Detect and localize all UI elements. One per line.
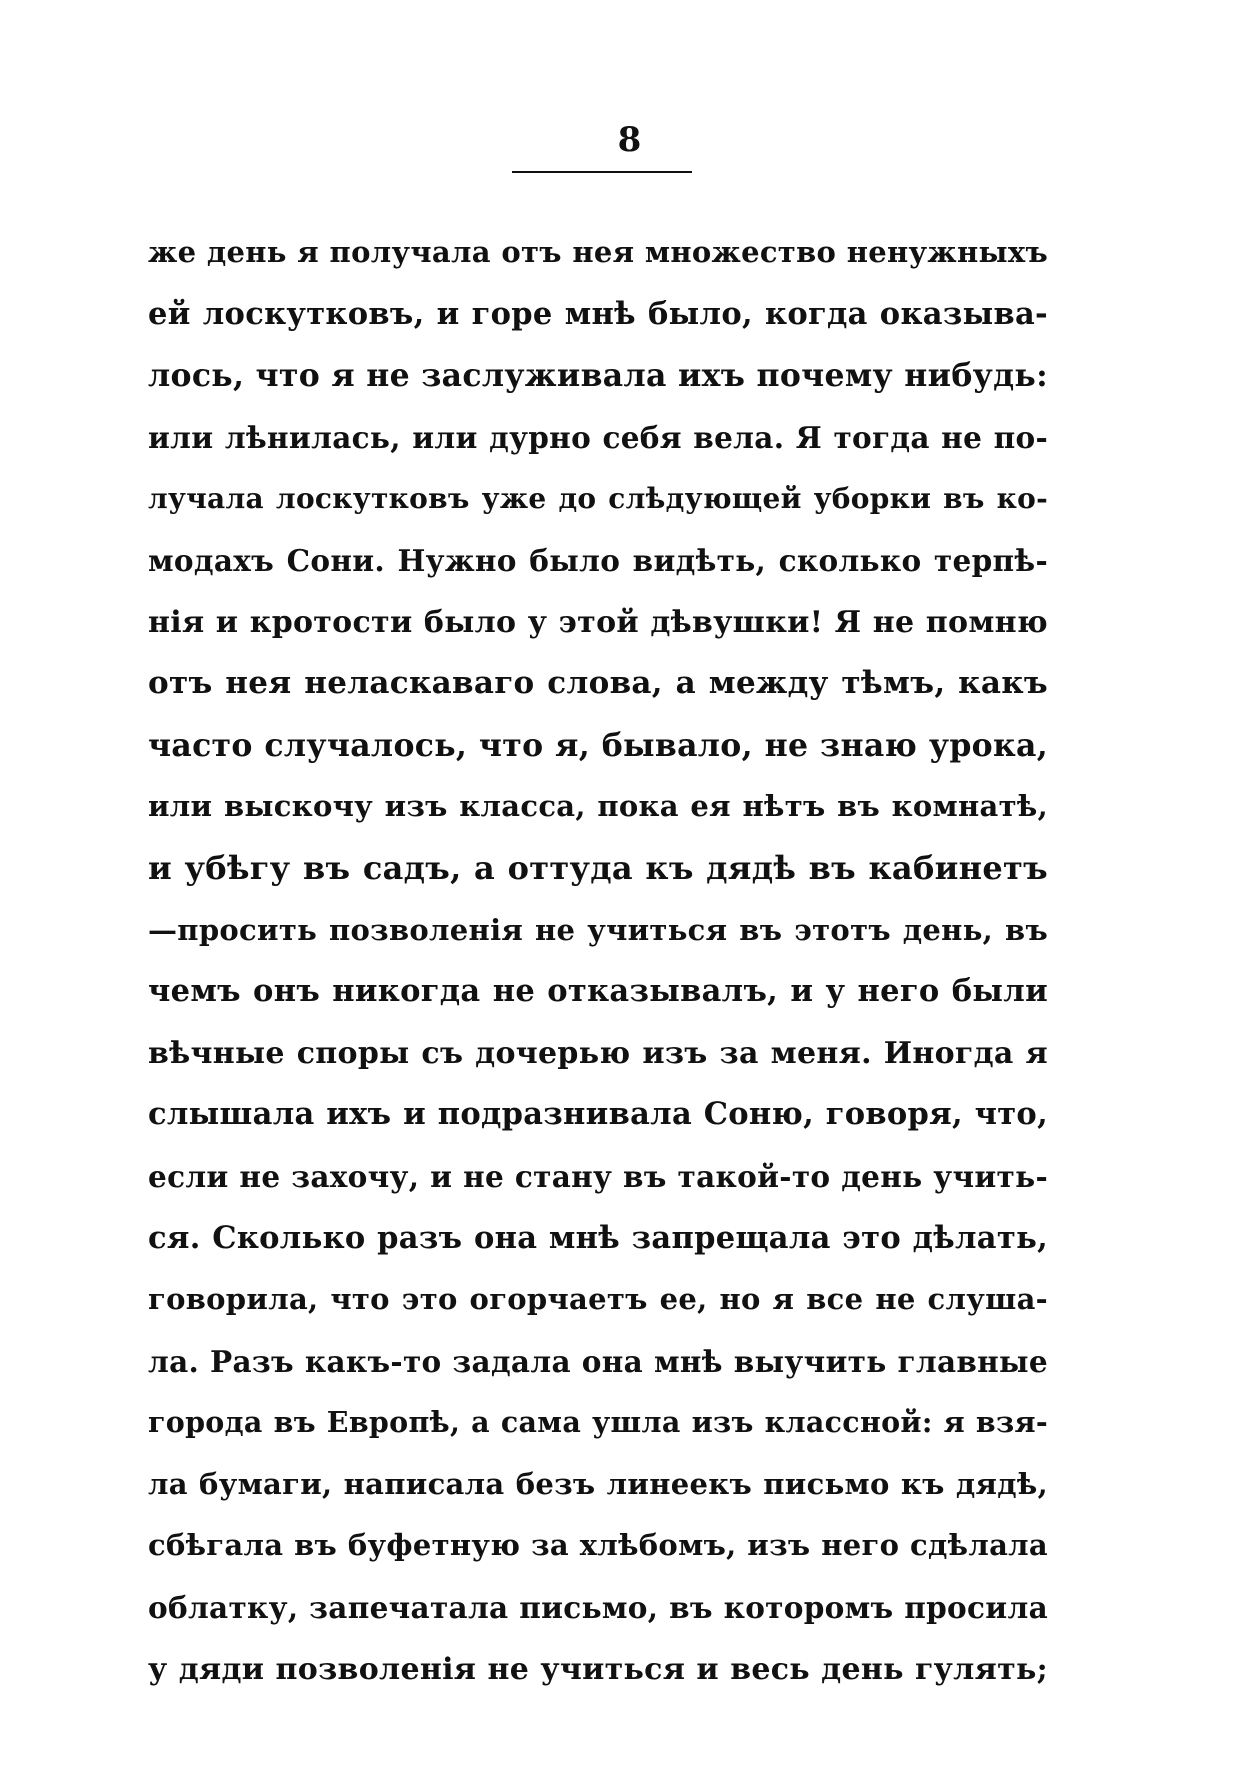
text-line: слышала ихъ и подразнивала Соню, говоря, что, bbox=[148, 1096, 1048, 1133]
text-line: лучала лоскутковъ уже до слѣдующей уборки въ ко- bbox=[148, 482, 1048, 516]
text-line: ся. Сколько разъ она мнѣ запрещала это дѣлать, bbox=[148, 1219, 1048, 1256]
text-line: модахъ Сони. Нужно было видѣть, сколько терпѣ- bbox=[148, 542, 1048, 578]
text-line: говорила, что это огорчаетъ ее, но я все не слуша- bbox=[148, 1282, 1048, 1317]
text-line: нія и кротости было у этой дѣвушки! Я не помню bbox=[148, 604, 1048, 640]
text-line: ей лоскутковъ, и горе мнѣ было, когда оказыва- bbox=[148, 295, 1048, 332]
text-line: сбѣгала въ буфетную за хлѣбомъ, изъ него сдѣлала bbox=[148, 1528, 1048, 1563]
text-line: у дяди позволенія не учиться и весь день гулять; bbox=[148, 1651, 1048, 1687]
body-text bbox=[148, 222, 1048, 1700]
text-line: же день я получала отъ нея множество ненужныхъ bbox=[148, 235, 1048, 269]
text-line: отъ нея неласкаваго слова, а между тѣмъ, какъ bbox=[148, 665, 1048, 702]
text-line: вѣчные споры съ дочерью изъ за меня. Иногда я bbox=[148, 1035, 1048, 1071]
text-line: чемъ онъ никогда не отказывалъ, и у него были bbox=[148, 973, 1048, 1010]
text-line: —просить позволенія не учиться въ этотъ день, въ bbox=[148, 912, 1048, 947]
text-line: города въ Европѣ, а сама ушла изъ классной: я взя- bbox=[148, 1405, 1048, 1440]
page-number: 8 bbox=[617, 120, 642, 160]
text-line: или выскочу изъ класса, пока ея нѣтъ въ комнатѣ, bbox=[148, 789, 1048, 824]
text-line: часто случалось, что я, бывало, не знаю урока, bbox=[148, 726, 1048, 764]
text-line: и убѣгу въ садъ, а оттуда къ дядѣ въ кабинетъ bbox=[148, 848, 1048, 887]
text-line: или лѣнилась, или дурно себя вела. Я тогда не по- bbox=[148, 419, 1048, 455]
text-line: облатку, запечатала письмо, въ которомъ просила bbox=[148, 1590, 1048, 1626]
text-line: ла. Разъ какъ-то задала она мнѣ выучить главные bbox=[148, 1343, 1048, 1379]
page-number-rule bbox=[512, 171, 692, 173]
text-line: ла бумаги, написала безъ линеекъ письмо къ дядѣ, bbox=[148, 1466, 1048, 1501]
text-line: лось, что я не заслуживала ихъ почему нибудь: bbox=[148, 357, 1048, 395]
text-line: если не захочу, и не стану въ такой-то день учить- bbox=[148, 1158, 1048, 1194]
